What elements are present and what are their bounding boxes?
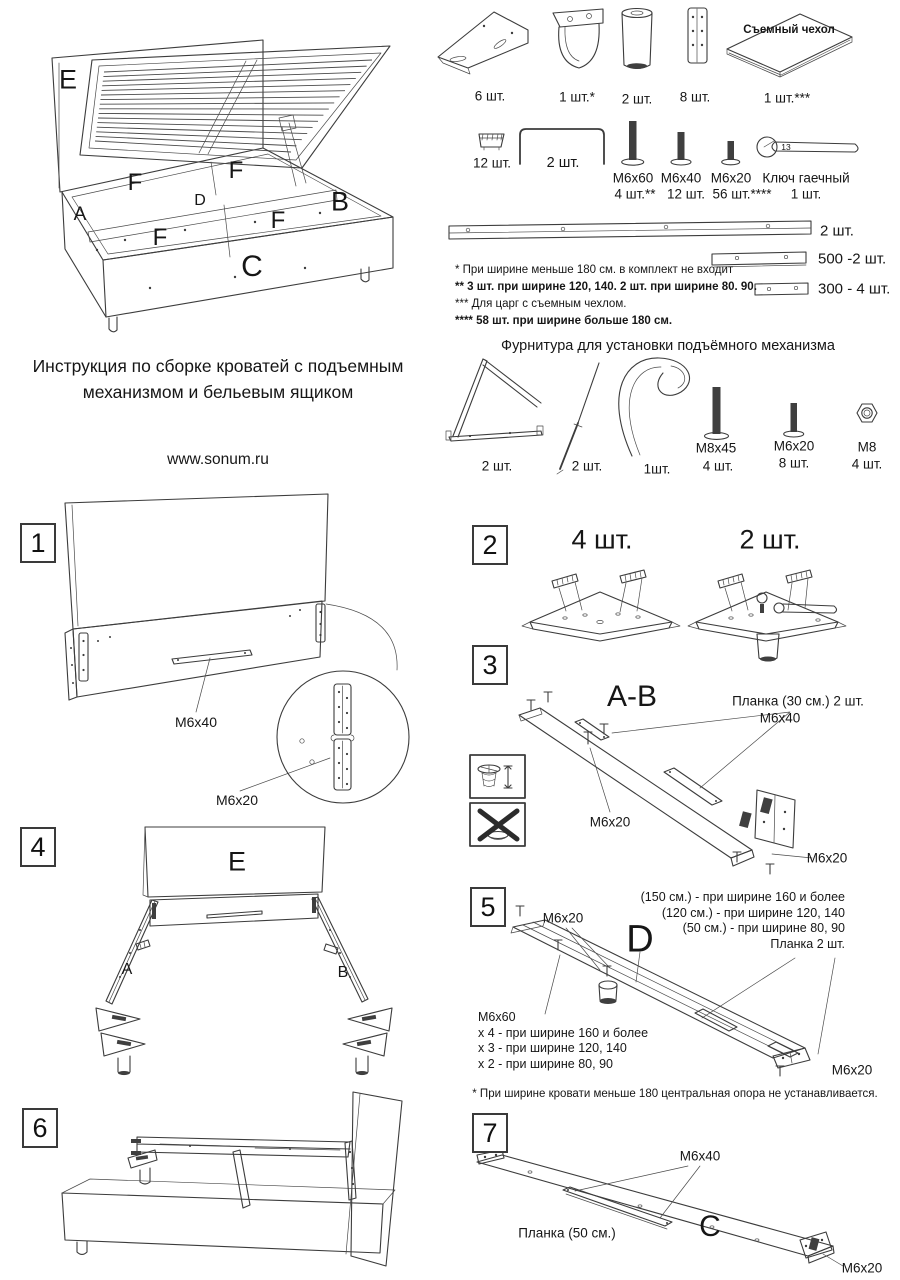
step2-number [472,525,508,565]
s5-right-line1: (150 см.) - при ширине 160 и более [640,890,845,904]
s5-right-line2: (120 см.) - при ширине 120, 140 [661,905,845,920]
s5-label-m6x20-top: M6x20 [542,910,584,926]
step3-number [472,645,508,685]
s7-label-c: C [699,1210,721,1243]
kit-qty-cover: 1 шт.*** [763,90,811,106]
s1-label-m6x40: M6x40 [174,714,218,730]
overview-label-c: C [241,250,263,283]
lift-qty-strap: 1шт. [643,461,671,477]
s3-label-m6x20-mid: M6x20 [589,814,631,830]
s4-label-e: E [227,846,247,877]
s4-label-b: B [337,964,349,981]
lift-name-m6x20: M6x20 [773,438,815,454]
s3-label-m6x40: M6x40 [759,710,801,726]
lift-parts-drawing [446,358,877,474]
kit-qty-plate: 8 шт. [679,89,711,105]
title-block [8,353,428,405]
lift-qty-m8x45: 4 шт. [702,458,734,474]
kit-notes [455,262,757,330]
s5-left-lines [478,1010,648,1072]
s5-label-m6x20-end: M6x20 [831,1062,873,1078]
note-2: ** 3 шт. при ширине 120, 140. 2 шт. при ширине 80. 90. [455,281,757,293]
s2-left-qty: 4 шт. [571,524,633,555]
site-url: www.sonum.ru [167,451,269,468]
s5-left-line1: х 4 - при ширине 160 и более [478,1025,649,1040]
step4-number [20,827,56,867]
overview-label-f1: F [127,169,143,196]
kit-name-m6x60: M6x60 [612,170,654,186]
kit-qty-m6x20: 56 шт.**** [712,186,772,202]
step3-num-text: 3 [482,649,498,680]
kit-name-wrench: Ключ гаечный [762,170,850,186]
step1-number [20,523,56,563]
s1-label-m6x20: M6x20 [215,792,259,808]
step6-num-text: 6 [32,1112,48,1143]
s4-label-a: A [121,961,133,978]
s5-left-line3: х 2 - при ширине 80, 90 [478,1056,613,1071]
kit-qty-m6x60: 4 шт.** [614,186,656,202]
s7-label-m6x20: M6x20 [841,1260,883,1276]
lift-qty-m8: 4 шт. [851,456,883,472]
s5-bolt-m6x60: M6x60 [478,1010,516,1024]
kit-qty-pad: 12 шт. [472,155,512,171]
kit-name-m6x40: M6x40 [660,170,702,186]
kit-name-m6x20: M6x20 [710,170,752,186]
s5-right-line3: (50 см.) - при ширине 80, 90 [682,921,845,935]
overview-label-b: B [330,186,350,217]
rail-long-qty: 2 шт. [820,222,854,240]
note-3: *** Для царг с съемным чехлом. [455,298,627,310]
kit-qty-m6x40: 12 шт. [666,186,706,202]
kit-qty-wrench: 1 шт. [790,186,822,202]
note-1: * При ширине меньше 180 см. в комплект не входит [455,264,734,276]
s5-label-d: D [626,918,654,961]
s3-title-ab: A-B [606,680,658,713]
kit-qty-bracket: 6 шт. [474,88,506,104]
s5-note: * При ширине кровати меньше 180 центральная опора не устанавливается. [472,1088,878,1100]
rail-500-qty: 500 -2 шт. [818,250,887,268]
s5-right-line4: Планка 2 шт. [770,936,845,951]
rail-300-qty: 300 - 4 шт. [818,280,891,298]
lift-qty-m6x20: 8 шт. [778,455,810,471]
step7-drawing [477,1150,843,1266]
overview-label-f4: F [270,207,286,234]
s2-right-qty: 2 шт. [739,524,801,555]
s3-label-m6x20-end: M6x20 [806,850,848,866]
kit-qty-cylinder-leg: 2 шт. [621,91,653,107]
lift-section-title: Фурнитура для установки подъёмного механизма [501,338,835,354]
step1-drawing [65,494,409,803]
overview-label-f2: F [228,157,244,184]
cover-label: Съемный чехол [743,24,835,36]
overview-label-d: D [194,192,206,209]
lift-name-m8x45: M8x45 [695,440,737,456]
step2-drawing [522,570,846,662]
step1-num-text: 1 [30,527,46,558]
step5-num-text: 5 [480,891,496,922]
step6-number [22,1108,58,1148]
page-title-line2: механизмом и бельевым ящиком [82,382,354,402]
step6-drawing [62,1092,402,1266]
overview-label-a: A [73,204,87,225]
s7-label-m6x40: M6x40 [679,1148,721,1164]
s5-left-line2: х 3 - при ширине 120, 140 [478,1041,627,1055]
step7-num-text: 7 [482,1117,498,1148]
kit-qty-leg-mount: 1 шт.* [559,89,595,105]
s5-right-lines [641,890,845,952]
s3-plank-label: Планка (30 см.) 2 шт. [732,693,864,709]
wrench-size-mark: 13 [781,142,791,152]
page-title-line1: Инструкция по сборке кроватей с подъемным [32,356,404,376]
step5-number [470,887,506,927]
step7-number [472,1113,508,1153]
lift-qty-mechanism: 2 шт. [481,458,513,474]
step2-num-text: 2 [482,529,498,560]
s7-plank-label: Планка (50 см.) [518,1225,616,1241]
overview-label-f3: F [152,224,168,251]
lift-name-m8: M8 [857,439,877,455]
kit-qty-u-bracket: 2 шт. [546,155,580,171]
lift-qty-strut: 2 шт. [571,458,603,474]
overview-label-e: E [58,64,78,95]
step4-num-text: 4 [30,831,46,862]
note-4: **** 58 шт. при ширине больше 180 см. [455,315,673,327]
